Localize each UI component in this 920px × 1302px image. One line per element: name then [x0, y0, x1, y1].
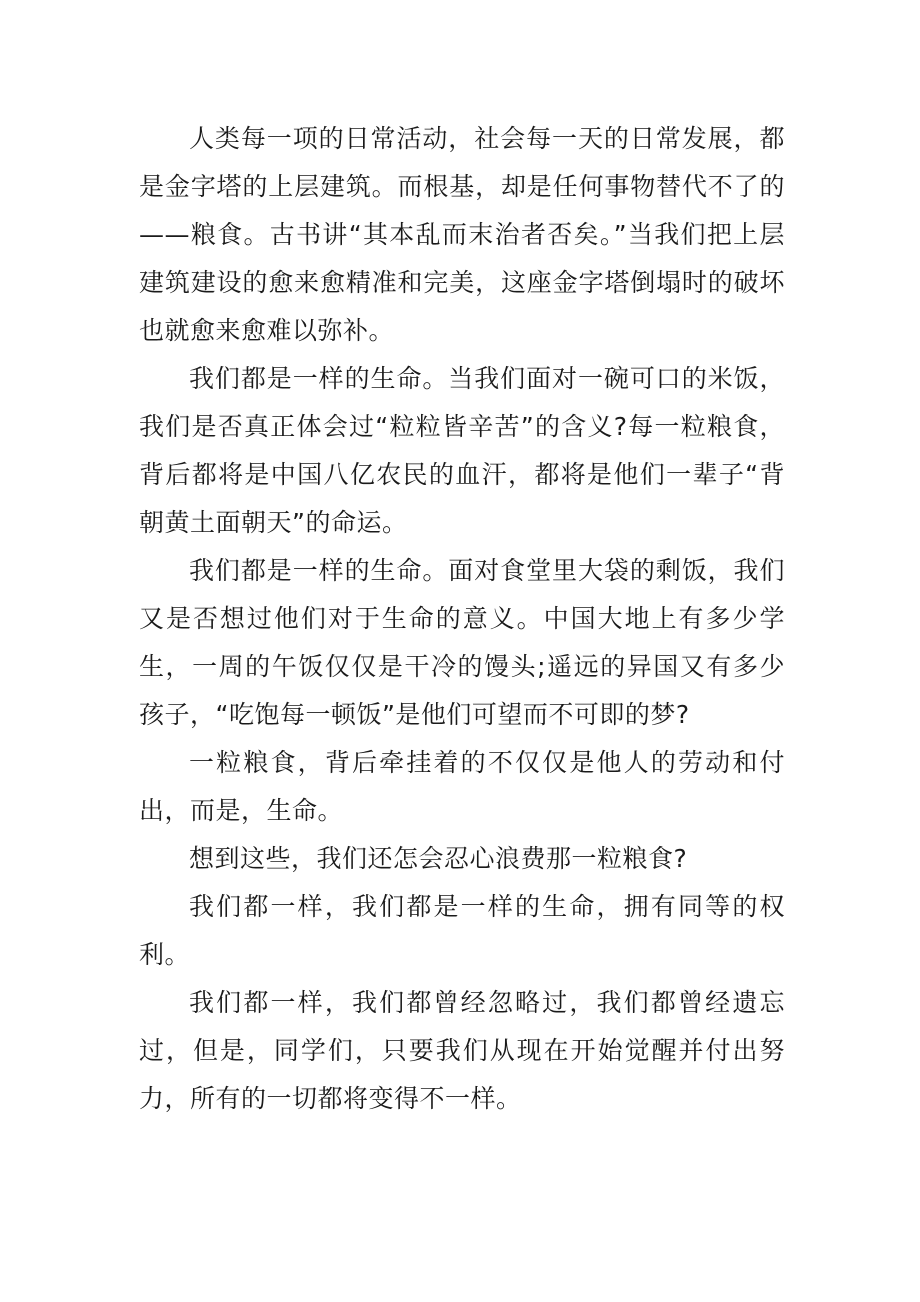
paragraph-5: 想到这些，我们还怎会忍心浪费那一粒粮食? — [189, 844, 688, 873]
paragraph-2: 我们都是一样的生命。当我们面对一碗可口的米饭，我们是否真正体会过“粒粒皆辛苦”的含义?每一粒粮食，背后都将是中国八亿农民的血汗，都将是他们一辈子“背朝黄土面朝天”的命运。 — [139, 364, 785, 537]
paragraph-6: 我们都一样，我们都是一样的生命，拥有同等的权利。 — [139, 892, 785, 969]
paragraph-7: 我们都一样，我们都曾经忽略过，我们都曾经遗忘过，但是，同学们，只要我们从现在开始觉醒并付出努力，所有的一切都将变得不一样。 — [139, 988, 785, 1113]
paragraph-4: 一粒粮食，背后牵挂着的不仅仅是他人的劳动和付出，而是，生命。 — [139, 748, 785, 825]
paragraph-3: 我们都是一样的生命。面对食堂里大袋的剩饭，我们又是否想过他们对于生命的意义。中国大地上有多少学生，一周的午饭仅仅是干冷的馒头;遥远的异国又有多少孩子，“吃饱每一顿饭”是他们可望而不可即的梦? — [139, 556, 785, 729]
document-body — [139, 115, 785, 1123]
paragraph-1: 人类每一项的日常活动，社会每一天的日常发展，都是金字塔的上层建筑。而根基，却是任何事物替代不了的——粮食。古书讲“其本乱而末治者否矣。”当我们把上层建筑建设的愈来愈精准和完美，这座金字塔倒塌时的破坏也就愈来愈难以弥补。 — [139, 124, 785, 345]
